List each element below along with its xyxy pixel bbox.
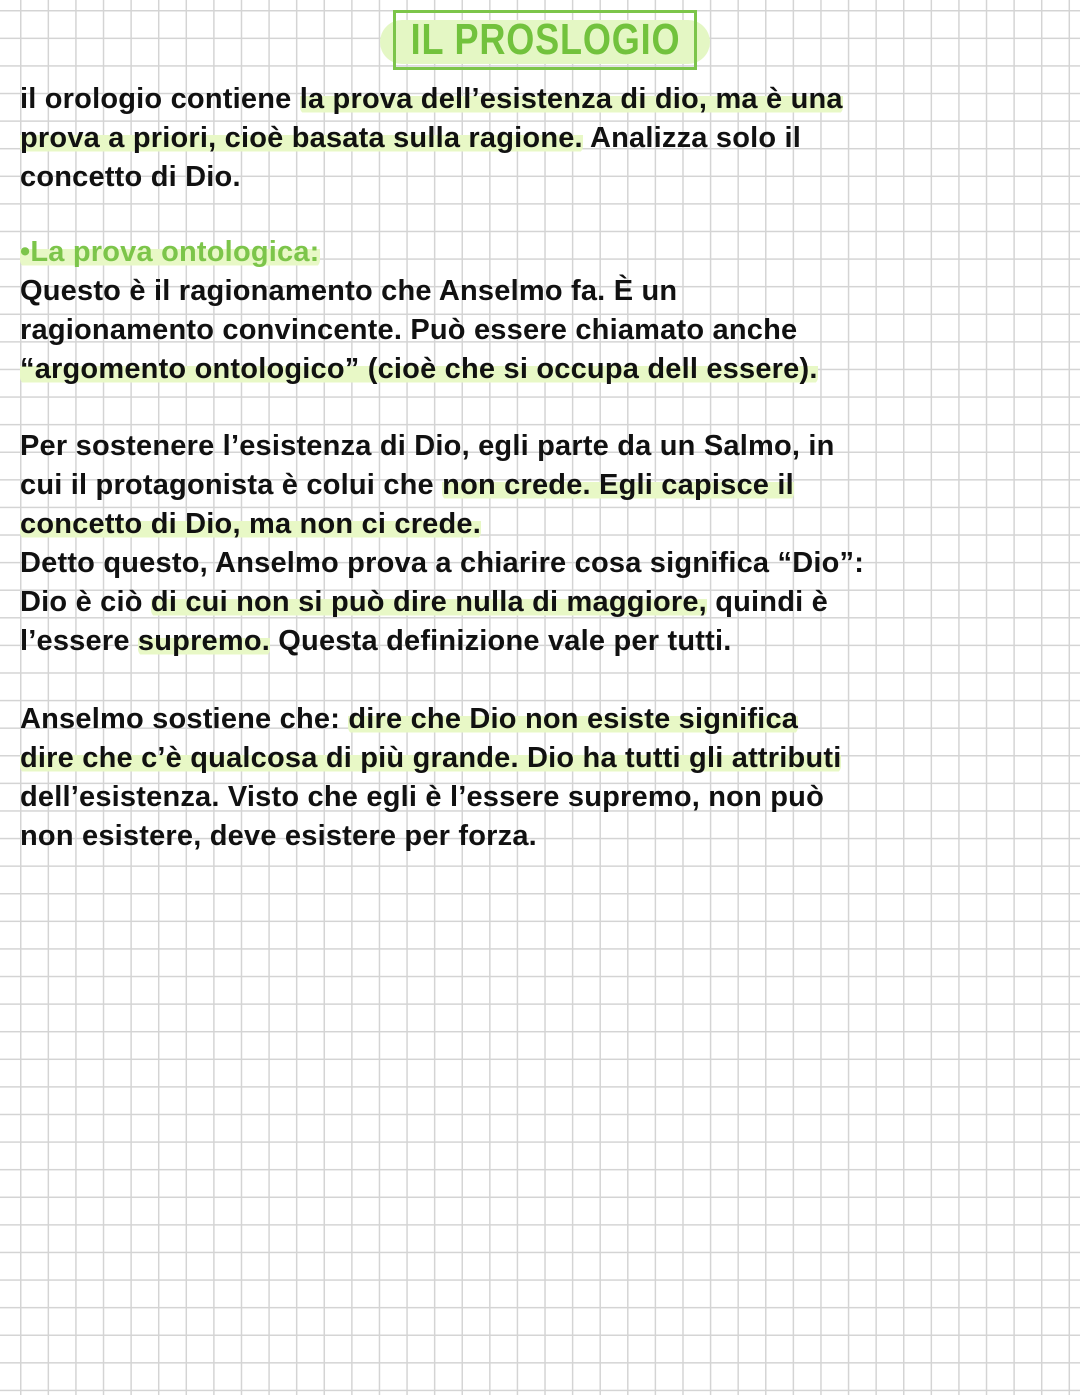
text-line: [20, 427, 864, 466]
text-line: [20, 544, 864, 583]
highlighted-text: non crede. Egli capisce il: [442, 469, 794, 501]
text-segment: Dio è ciò: [20, 586, 151, 618]
text-line: [20, 80, 843, 119]
highlighted-text: dire che Dio non esiste significa: [348, 703, 799, 735]
text-line: [20, 466, 864, 505]
title-box: [393, 10, 697, 70]
text-segment: Questo è il ragionamento che Anselmo fa. È un: [20, 275, 678, 307]
text-line: [20, 505, 864, 544]
highlighted-text: supremo.: [137, 625, 271, 657]
text-segment: Questa definizione vale per tutti.: [270, 625, 732, 657]
text-segment: Anselmo sostiene che:: [20, 703, 349, 735]
highlighted-text: prova a priori, cioè basata sulla ragione.: [20, 122, 583, 154]
paragraph: [20, 80, 843, 197]
highlighted-text: concetto di Dio, ma non ci crede.: [20, 508, 482, 540]
highlighted-text: “argomento ontologico” (cioè che si occupa dell essere).: [20, 353, 818, 385]
section-heading: [20, 233, 320, 272]
text-line: [20, 350, 818, 389]
text-line: [20, 233, 320, 272]
text-segment: Per sostenere l’esistenza di Dio, egli parte da un Salmo, in: [20, 430, 835, 462]
text-segment: il orologio contiene: [20, 83, 300, 115]
page-title-block: [380, 8, 710, 76]
text-segment: Detto questo, Anselmo prova a chiarire cosa significa “Dio”:: [20, 547, 865, 579]
text-segment: Analizza solo il: [582, 122, 802, 154]
highlighted-text: la prova dell’esistenza di dio, ma è una: [299, 83, 843, 115]
text-line: [20, 817, 841, 856]
highlighted-text: dire che c’è qualcosa di più grande. Dio ha tutti gli attributi: [20, 742, 842, 774]
text-line: [20, 739, 841, 778]
text-segment: ragionamento convincente. Può essere chiamato anche: [20, 314, 798, 346]
paragraph: [20, 700, 841, 856]
text-line: [20, 700, 841, 739]
text-line: [20, 778, 841, 817]
text-line: [20, 119, 843, 158]
text-line: [20, 583, 864, 622]
paragraph: [20, 427, 864, 661]
text-segment: quindi è: [706, 586, 828, 618]
text-line: [20, 158, 843, 197]
text-segment: cui il protagonista è colui che: [20, 469, 443, 501]
text-line: [20, 311, 818, 350]
text-segment: non esistere, deve esistere per forza.: [20, 820, 537, 852]
text-segment: l’essere: [20, 625, 138, 657]
highlighted-text: di cui non si può dire nulla di maggiore,: [150, 586, 707, 618]
page-title: IL PROSLOGIO: [410, 15, 680, 64]
paragraph: [20, 272, 818, 389]
text-segment: concetto di Dio.: [20, 161, 241, 193]
highlighted-text: •La prova ontologica:: [20, 236, 320, 268]
text-segment: dell’esistenza. Visto che egli è l’essere supremo, non può: [20, 781, 824, 813]
text-line: [20, 272, 818, 311]
text-line: [20, 622, 864, 661]
